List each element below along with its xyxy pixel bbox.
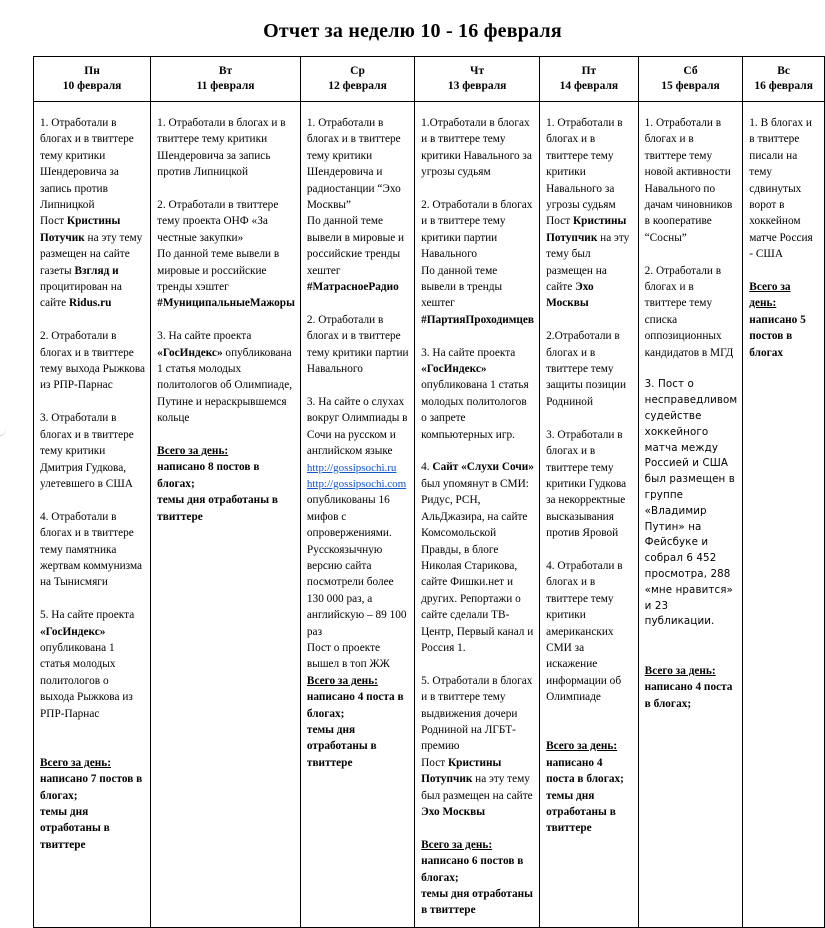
text-run: 2. Отработали в блогах и в твиттере тему выхода Рыжкова из РПР-Парнас — [40, 330, 146, 392]
day-name: Чт — [470, 65, 485, 77]
text-run: написано 6 постов в блогах; — [421, 855, 524, 884]
day-header-7 — [743, 57, 825, 102]
report-paragraph — [421, 115, 534, 181]
text-run: на эту тему был размещен на сайте — [421, 773, 533, 802]
report-paragraph — [645, 263, 738, 361]
text-run: опубликованы 16 мифов с опровержениями. Русскоязычную версию сайта посмотрели более 130 000 раз, а английскую – 89 100 раз — [306, 494, 407, 638]
text-run: опубликована 1 статья молодых политологов об Олимпиаде, Путине и нераскрывшемся кольце — [157, 346, 293, 425]
day-name: Пн — [84, 65, 100, 77]
text-run: был упомянут в СМИ: Ридус, РСН, АльДжазира, на сайте Комсомольской Правды, в блоге Николая Старикова, сайте Фишки.нет и других. Репортажи о сайте сделали ТВ-Центр, Первый канал и Россия 1. — [421, 477, 534, 654]
text-run: «ГосИндекс» — [157, 346, 223, 359]
text-run: Кристины Потупчик — [421, 756, 502, 786]
report-paragraph — [40, 607, 145, 722]
text-run: 4. Отработали в блогах и в твиттере тему критики американских СМИ за искажение информации об Олимпиаде — [546, 559, 623, 704]
text-run: 1. В блогах и в твиттере писали на тему сдвинутых ворот в хоккейном матче Россия - США — [749, 117, 813, 261]
text-run: #МатрасноеРадио — [306, 281, 399, 294]
text-run: Сайт «Слухи Сочи» — [432, 461, 534, 474]
text-run: написано 7 постов в блогах; — [40, 773, 143, 802]
text-run: Эхо Москвы — [546, 281, 594, 310]
page-title: Отчет за неделю 10 - 16 февраля — [263, 20, 562, 42]
text-run: Кристины Потупчик — [546, 215, 627, 244]
report-paragraph — [421, 837, 534, 919]
text-run: 5. На сайте проекта — [40, 609, 135, 622]
text-run: 4. — [421, 461, 433, 474]
text-run: 1. Отработали в блогах и в твиттере тему критики Шендеровича за запись против Липницкой — [157, 117, 286, 179]
report-paragraph — [307, 673, 409, 771]
report-paragraph — [307, 312, 409, 378]
external-link[interactable]: http://gossipsochi.ru — [306, 461, 397, 474]
report-paragraph — [40, 115, 145, 312]
day-cell-3 — [300, 102, 414, 928]
text-run: 2. Отработали в блогах и в твиттере тему критики партии Навального — [306, 313, 409, 376]
text-run: написано 8 постов в блогах; — [157, 461, 260, 490]
weekly-report-table — [33, 56, 825, 928]
report-paragraph — [421, 673, 534, 821]
text-run: 3. Пост о несправедливом судействе хоккейного матча между Россией и США был размещен в группе «Владимир Путин» на Фейсбуке и собрал 6 452 просмотра, 288 «мне нравится» и 23 публикации. — [644, 378, 738, 628]
external-link[interactable]: http://gossipsochi.com — [306, 477, 407, 490]
text-run: Ridus.ru — [69, 297, 112, 310]
day-date: 10 февраля — [62, 80, 122, 92]
text-run: 1. Отработали в блогах и в твиттере тему критики Шендеровича за запись против Липницкой — [40, 117, 134, 212]
report-paragraph — [749, 279, 819, 361]
report-paragraph — [546, 427, 633, 542]
report-paragraph — [307, 394, 409, 673]
day-name: Вт — [218, 65, 233, 77]
report-paragraph — [421, 197, 534, 328]
text-run: 2. Отработали в блогах и в твиттере тему критики партии Навального — [421, 199, 533, 261]
day-cell-7 — [743, 102, 825, 928]
text-run: 4. Отработали в блогах и в твиттере тему памятника жертвам коммунизма на Тынисмяги — [40, 510, 143, 589]
report-paragraph — [421, 345, 534, 443]
text-run: темы дня отработаны в твиттере — [40, 805, 110, 851]
day-header-3 — [300, 57, 414, 102]
text-run: Пост о проекте вышел в топ ЖЖ — [306, 641, 390, 671]
day-name: Вс — [777, 65, 791, 77]
text-run: «ГосИндекс» — [40, 625, 106, 638]
text-run: 2.Отработали в блогах и в твиттере тему защиты позиции Родниной — [546, 330, 627, 408]
text-run: #МуниципальныеМажоры — [157, 297, 295, 310]
text-run: Пост — [421, 756, 448, 769]
text-run: Взгляд и — [74, 264, 119, 277]
text-run: Всего за день: — [749, 281, 791, 310]
table-body-row — [34, 102, 825, 928]
text-run: 5. Отработали в блогах и в твиттере тему выдвижения дочери Родниной на ЛГБТ-премию — [421, 674, 533, 753]
day-cell-4 — [415, 102, 540, 928]
report-paragraph — [749, 115, 819, 263]
text-run: процитирован на сайте — [40, 281, 122, 310]
table-header-row — [34, 57, 825, 102]
text-run: темы дня отработаны в твиттере — [306, 724, 377, 769]
day-cell-5 — [540, 102, 639, 928]
text-run: 1.Отработали в блогах и в твиттере тему критики Навального за угрозы судьям — [421, 117, 532, 179]
report-paragraph — [157, 443, 295, 525]
day-header-1 — [34, 57, 151, 102]
text-run: 3. Отработали в блогах и в твиттере тему критики Дмитрия Гудкова, улетевшего в США — [40, 412, 134, 490]
report-paragraph — [157, 328, 295, 426]
report-paragraph — [645, 115, 738, 246]
report-paragraph — [40, 410, 145, 492]
text-run: Всего за день: — [421, 838, 493, 851]
report-paragraph — [157, 197, 295, 312]
report-paragraph — [421, 459, 534, 656]
text-run: 2. Отработали в блогах и в твиттере тему списка оппозиционных кандидатов в МГД — [644, 264, 734, 359]
scan-artifact-mark — [0, 405, 7, 436]
text-run: написано 5 постов в блогах — [749, 313, 806, 359]
day-header-2 — [151, 57, 301, 102]
text-run: По данной теме вывели в мировые и российские тренды хэштег — [157, 248, 280, 294]
day-date: 11 февраля — [196, 80, 255, 92]
text-run: «ГосИндекс» — [421, 363, 487, 376]
day-date: 13 февраля — [447, 80, 507, 92]
text-run: хештег — [421, 297, 455, 310]
report-paragraph — [157, 115, 295, 181]
text-run: 1. Отработали в блогах и в твиттере тему критики Навального за угрозы судьям — [546, 117, 623, 212]
text-run: опубликована 1 статья молодых политологов о запрете компьютерных игр. — [421, 379, 529, 441]
text-run: написано 4 поста в блогах; — [546, 756, 624, 786]
report-paragraph — [40, 755, 145, 853]
day-cell-2 — [151, 102, 301, 928]
text-run: темы дня отработаны в твиттере — [421, 888, 533, 917]
text-run: Всего за день: — [157, 445, 229, 458]
text-run: Кристины Потучик — [40, 215, 121, 244]
report-paragraph — [546, 558, 633, 706]
text-run: Всего за день: — [546, 740, 618, 753]
text-run: Всего за день: — [644, 665, 716, 678]
text-run: 1. Отработали в блогах и в твиттере тему новой активности Навального по дачам чиновников в кооперативе “Сосны” — [644, 117, 733, 244]
text-run: Пост — [40, 215, 67, 228]
text-run: #ПартияПроходимцев — [421, 313, 535, 326]
text-run: 3. Отработали в блогах и в твиттере тему критики Гудкова за некорректные высказывания против Яровой — [546, 428, 627, 540]
text-run: опубликована 1 статья молодых политологов о выхода Рыжкова из РПР-Парнас — [40, 641, 133, 720]
report-paragraph — [40, 509, 145, 591]
text-run: Всего за день: — [306, 674, 378, 687]
text-run: Всего за день: — [40, 756, 112, 769]
text-run: темы дня отработаны в твиттере — [546, 789, 616, 835]
text-run: 1. Отработали в блогах и в твиттере тему критики Шендеровича и радиостанции “Эхо Москвы” — [306, 117, 401, 212]
text-run: 3. На сайте проекта — [157, 330, 252, 343]
day-header-4 — [415, 57, 540, 102]
report-paragraph — [645, 663, 738, 712]
report-paragraph — [546, 328, 633, 410]
day-header-6 — [638, 57, 743, 102]
day-cell-6 — [638, 102, 743, 928]
day-date: 12 февраля — [328, 80, 387, 92]
day-name: Пт — [581, 65, 597, 77]
text-run: 3. На сайте о слухах вокруг Олимпиады в Сочи на русском и английском языке — [306, 395, 408, 458]
text-run: 2. Отработали в твиттере тему проекта ОНФ «За честные закупки» — [157, 199, 279, 244]
day-header-5 — [540, 57, 639, 102]
text-run: на эту тему был размещен на сайте — [546, 231, 630, 294]
day-cell-1 — [34, 102, 151, 928]
text-run: темы дня отработаны в твиттере — [157, 494, 278, 523]
text-run: 3. На сайте проекта — [421, 346, 516, 359]
text-run: Пост — [546, 215, 573, 228]
report-paragraph — [307, 115, 409, 295]
day-date: 15 февраля — [661, 80, 720, 92]
day-date: 14 февраля — [559, 80, 619, 92]
report-paragraph — [40, 328, 145, 394]
day-date: 16 февраля — [754, 80, 813, 92]
text-run: Эхо Москвы — [421, 806, 486, 818]
day-name: Ср — [350, 65, 365, 77]
text-run: написано 4 поста в блогах; — [306, 691, 404, 720]
report-paragraph — [645, 377, 738, 630]
text-run: По данной теме вывели в тренды — [421, 264, 503, 294]
text-run: написано 4 поста в блогах; — [644, 681, 733, 710]
report-paragraph — [546, 738, 633, 836]
text-run: По данной теме вывели в мировые и российские тренды хештег — [306, 215, 405, 277]
day-name: Сб — [683, 65, 698, 77]
report-paragraph — [546, 115, 633, 312]
text-run: на эту тему размещен на сайте газеты — [40, 231, 143, 277]
